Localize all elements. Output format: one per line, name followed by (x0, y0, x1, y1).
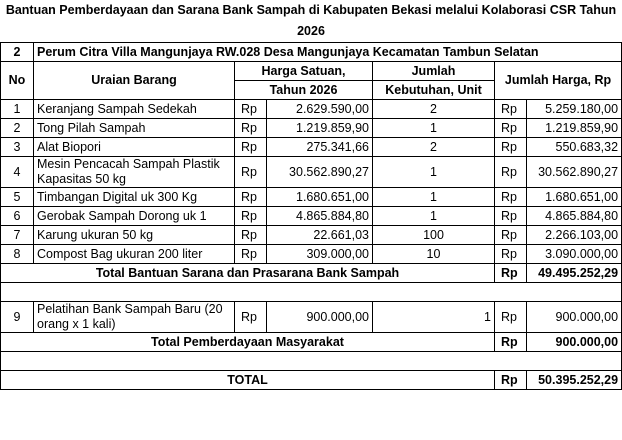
header-kebutuhan[interactable]: Kebutuhan, Unit (373, 81, 495, 100)
table-row (1, 245, 622, 264)
table-row (1, 302, 622, 333)
item-price-currency[interactable]: Rp (235, 245, 267, 264)
item-total[interactable]: 30.562.890,27 (527, 157, 622, 188)
subtotal-sarana-value[interactable]: 49.495.252,29 (527, 264, 622, 283)
item-price[interactable]: 1.680.651,00 (267, 188, 373, 207)
empty-cell[interactable] (1, 352, 622, 371)
item-price[interactable]: 900.000,00 (267, 302, 373, 333)
item-price-currency[interactable]: Rp (235, 226, 267, 245)
item-price-currency[interactable]: Rp (235, 100, 267, 119)
item-price[interactable]: 309.000,00 (267, 245, 373, 264)
item-total[interactable]: 2.266.103,00 (527, 226, 622, 245)
table-row (1, 226, 622, 245)
document-title (0, 0, 622, 42)
item-qty[interactable]: 1 (373, 157, 495, 188)
item-total-currency[interactable]: Rp (495, 226, 527, 245)
table-row (1, 119, 622, 138)
item-qty[interactable]: 1 (373, 119, 495, 138)
item-qty[interactable]: 2 (373, 100, 495, 119)
item-qty[interactable]: 1 (373, 188, 495, 207)
subtotal-pemberdayaan-label[interactable]: Total Pemberdayaan Masyarakat (1, 333, 495, 352)
item-no[interactable]: 1 (1, 100, 34, 119)
item-total[interactable]: 1.219.859,90 (527, 119, 622, 138)
title-line-2: 2026 (297, 24, 325, 38)
header-tahun[interactable]: Tahun 2026 (235, 81, 373, 100)
item-total-currency[interactable]: Rp (495, 157, 527, 188)
item-no[interactable]: 7 (1, 226, 34, 245)
table-row (1, 207, 622, 226)
item-qty[interactable]: 10 (373, 245, 495, 264)
item-name[interactable]: Timbangan Digital uk 300 Kg (34, 188, 235, 207)
item-price-currency[interactable]: Rp (235, 119, 267, 138)
item-name[interactable]: Keranjang Sampah Sedekah (34, 100, 235, 119)
item-total-currency[interactable]: Rp (495, 138, 527, 157)
item-price[interactable]: 22.661,03 (267, 226, 373, 245)
table-row (1, 138, 622, 157)
empty-cell[interactable] (1, 283, 622, 302)
subtotal-row (1, 264, 622, 283)
grand-total-value[interactable]: 50.395.252,29 (527, 371, 622, 390)
header-harga-satuan[interactable]: Harga Satuan, (235, 62, 373, 81)
item-total[interactable]: 3.090.000,00 (527, 245, 622, 264)
header-no[interactable]: No (1, 62, 34, 100)
item-no[interactable]: 3 (1, 138, 34, 157)
item-qty[interactable]: 2 (373, 138, 495, 157)
grand-total-label[interactable]: TOTAL (1, 371, 495, 390)
item-no[interactable]: 9 (1, 302, 34, 333)
grand-total-currency[interactable]: Rp (495, 371, 527, 390)
item-price-currency[interactable]: Rp (235, 207, 267, 226)
table-row (1, 157, 622, 188)
header-jumlah[interactable]: Jumlah (373, 62, 495, 81)
item-total-currency[interactable]: Rp (495, 302, 527, 333)
item-price[interactable]: 2.629.590,00 (267, 100, 373, 119)
location-name[interactable]: Perum Citra Villa Mangunjaya RW.028 Desa Mangunjaya Kecamatan Tambun Selatan (34, 43, 622, 62)
item-name[interactable]: Pelatihan Bank Sampah Baru (20 orang x 1 kali) (34, 302, 235, 333)
item-no[interactable]: 4 (1, 157, 34, 188)
item-price-currency[interactable]: Rp (235, 138, 267, 157)
item-no[interactable]: 5 (1, 188, 34, 207)
header-uraian[interactable]: Uraian Barang (34, 62, 235, 100)
item-total[interactable]: 5.259.180,00 (527, 100, 622, 119)
item-no[interactable]: 2 (1, 119, 34, 138)
subtotal-sarana-currency[interactable]: Rp (495, 264, 527, 283)
item-name[interactable]: Gerobak Sampah Dorong uk 1 (34, 207, 235, 226)
budget-table (0, 42, 622, 390)
item-total-currency[interactable]: Rp (495, 119, 527, 138)
subtotal-row (1, 333, 622, 352)
item-price[interactable]: 30.562.890,27 (267, 157, 373, 188)
table-row (1, 100, 622, 119)
item-price-currency[interactable]: Rp (235, 302, 267, 333)
table-row (1, 188, 622, 207)
item-total-currency[interactable]: Rp (495, 245, 527, 264)
item-name[interactable]: Mesin Pencacah Sampah Plastik Kapasitas 50 kg (34, 157, 235, 188)
item-price-currency[interactable]: Rp (235, 188, 267, 207)
subtotal-pemberdayaan-value[interactable]: 900.000,00 (527, 333, 622, 352)
grand-total-row (1, 371, 622, 390)
item-price[interactable]: 275.341,66 (267, 138, 373, 157)
header-row-1 (1, 62, 622, 81)
item-name[interactable]: Tong Pilah Sampah (34, 119, 235, 138)
item-name[interactable]: Compost Bag ukuran 200 liter (34, 245, 235, 264)
item-price[interactable]: 4.865.884,80 (267, 207, 373, 226)
item-total[interactable]: 4.865.884,80 (527, 207, 622, 226)
subtotal-sarana-label[interactable]: Total Bantuan Sarana dan Prasarana Bank Sampah (1, 264, 495, 283)
empty-row (1, 352, 622, 371)
item-qty[interactable]: 100 (373, 226, 495, 245)
item-total[interactable]: 1.680.651,00 (527, 188, 622, 207)
item-name[interactable]: Karung ukuran 50 kg (34, 226, 235, 245)
subtotal-pemberdayaan-currency[interactable]: Rp (495, 333, 527, 352)
header-jumlah-harga[interactable]: Jumlah Harga, Rp (495, 62, 622, 100)
item-price-currency[interactable]: Rp (235, 157, 267, 188)
item-name[interactable]: Alat Biopori (34, 138, 235, 157)
item-qty[interactable]: 1 (373, 207, 495, 226)
item-no[interactable]: 8 (1, 245, 34, 264)
item-qty[interactable]: 1 (373, 302, 495, 333)
item-total-currency[interactable]: Rp (495, 207, 527, 226)
location-row (1, 43, 622, 62)
item-price[interactable]: 1.219.859,90 (267, 119, 373, 138)
item-total[interactable]: 900.000,00 (527, 302, 622, 333)
location-no[interactable]: 2 (1, 43, 34, 62)
item-total-currency[interactable]: Rp (495, 188, 527, 207)
empty-row (1, 283, 622, 302)
item-total[interactable]: 550.683,32 (527, 138, 622, 157)
title-line-1: Bantuan Pemberdayaan dan Sarana Bank Sampah di Kabupaten Bekasi melalui Kolaborasi CSR Tahun (5, 3, 617, 17)
item-no[interactable]: 6 (1, 207, 34, 226)
item-total-currency[interactable]: Rp (495, 100, 527, 119)
